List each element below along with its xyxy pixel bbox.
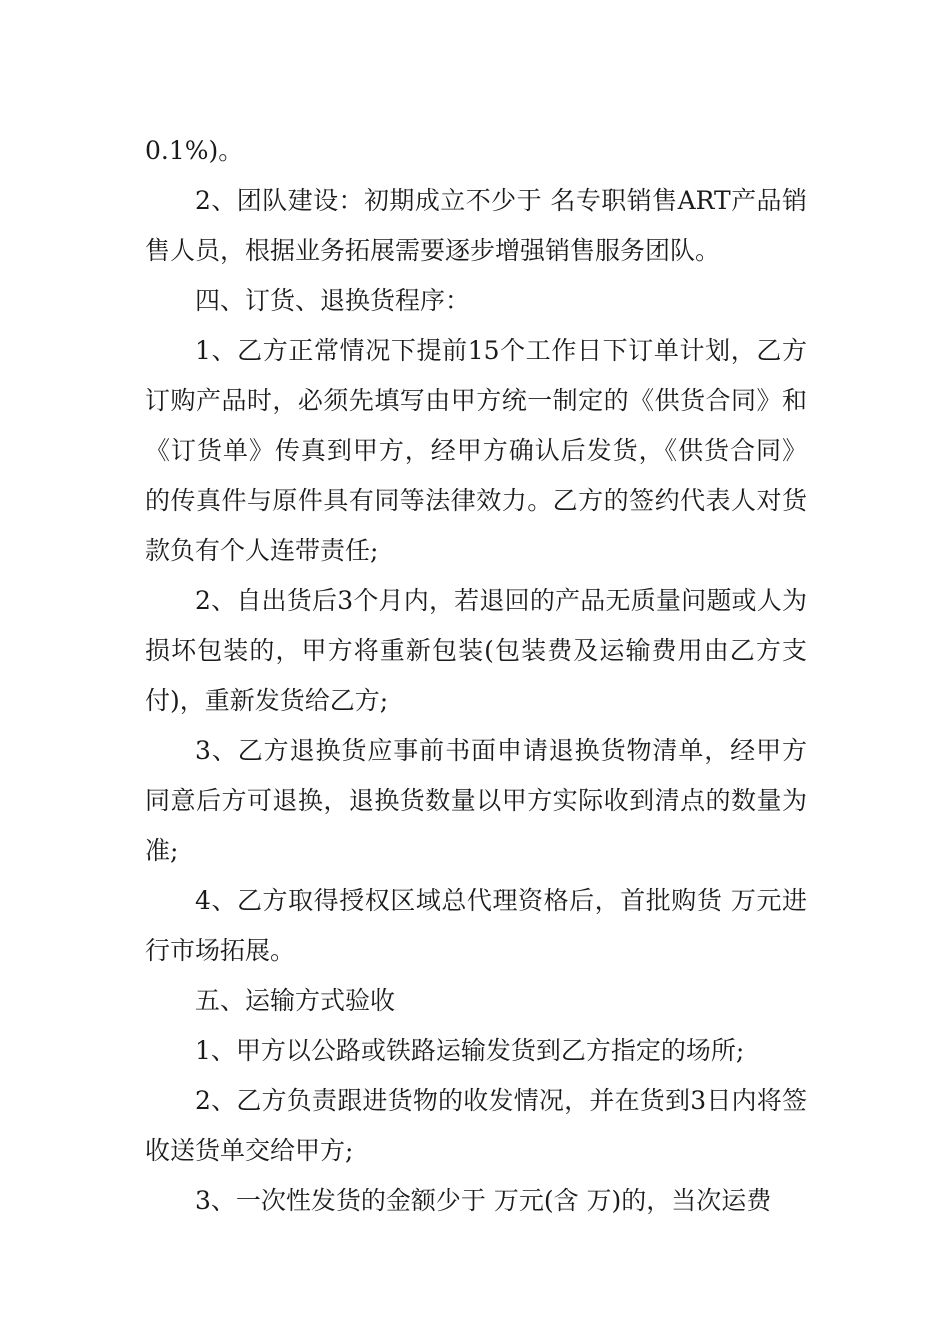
paragraph-5: 2、自出货后3个月内，若退回的产品无质量问题或人为损坏包装的，甲方将重新包装(包装费及运输费用由乙方支付)，重新发货给乙方; bbox=[145, 586, 807, 715]
paragraph-2: 2、团队建设：初期成立不少于 名专职销售ART产品销售人员，根据业务拓展需要逐步增强销售服务团队。 bbox=[145, 186, 807, 265]
paragraph-8-heading: 五、运输方式验收 bbox=[195, 986, 396, 1015]
paragraph-3-heading: 四、订货、退换货程序： bbox=[195, 286, 471, 315]
paragraph-11: 3、一次性发货的金额少于 万元(含 万)的，当次运费 bbox=[195, 1186, 772, 1215]
document-body bbox=[145, 126, 807, 1226]
paragraph-9: 1、甲方以公路或铁路运输发货到乙方指定的场所; bbox=[195, 1036, 745, 1065]
paragraph-10: 2、乙方负责跟进货物的收发情况，并在货到3日内将签收送货单交给甲方; bbox=[145, 1086, 807, 1165]
paragraph-4: 1、乙方正常情况下提前15个工作日下订单计划，乙方订购产品时，必须先填写由甲方统一制定的《供货合同》和《订货单》传真到甲方，经甲方确认后发货，《供货合同》的传真件与原件具有同等法律效力。乙方的签约代表人对货款负有个人连带责任; bbox=[145, 336, 807, 565]
paragraph-1: 0.1%)。 bbox=[145, 136, 244, 165]
paragraph-7: 4、乙方取得授权区域总代理资格后，首批购货 万元进行市场拓展。 bbox=[145, 886, 807, 965]
paragraph-6: 3、乙方退换货应事前书面申请退换货物清单，经甲方同意后方可退换，退换货数量以甲方实际收到清点的数量为准; bbox=[145, 736, 807, 865]
